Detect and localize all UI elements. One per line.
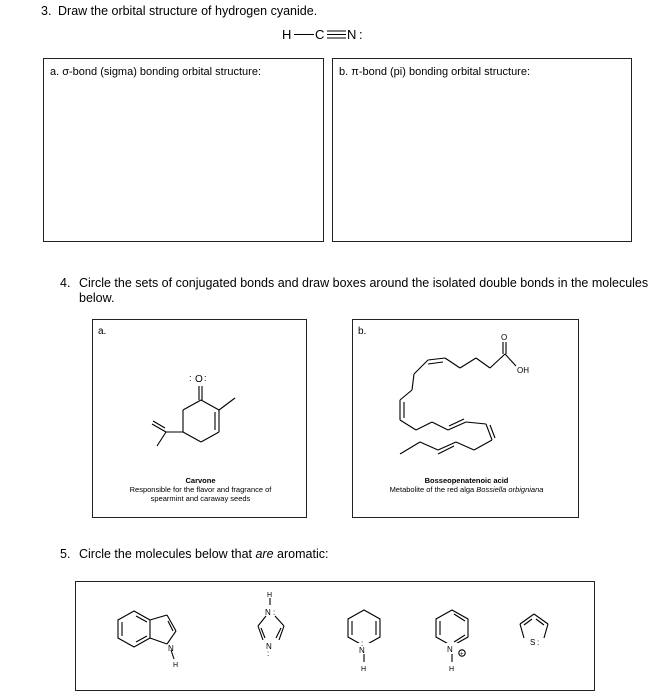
q5-prompt [79, 547, 328, 562]
pyridinium-double-3 [454, 635, 465, 642]
indole-five-ring-1 [150, 615, 167, 620]
indole-h: H [173, 662, 179, 669]
q4-prompt-line1: Circle the sets of conjugated bonds and draw boxes around the isolated double bonds in the molecules [79, 276, 649, 290]
indole-five-ring-4 [150, 638, 167, 644]
acid-chain-14 [466, 422, 486, 424]
imidazole-lone-pair-top: : [273, 608, 276, 617]
acid-chain-13 [448, 422, 466, 430]
acid-chain-1 [490, 354, 505, 368]
pyridinium-n: N [447, 645, 453, 654]
carvone-o-lone-pair-left: : [189, 373, 192, 383]
q5-prompt-suffix: aromatic: [273, 547, 329, 561]
thiophene-s: S [530, 638, 536, 647]
pyridinium-ring [436, 610, 468, 646]
acid-chain-17 [456, 442, 474, 450]
pi-answer-box[interactable] [332, 58, 632, 242]
carvone-methyl [219, 398, 235, 410]
pyridinium-h: H [449, 666, 455, 673]
indole-five-double [168, 621, 173, 631]
acid-chain-7 [412, 374, 414, 390]
q3-prompt: Draw the orbital structure of hydrogen cyanide. [58, 4, 318, 18]
carvone-o-lone-pair-right: : [204, 373, 207, 383]
carvone-desc-line1: Responsible for the flavor and fragrance of [129, 485, 272, 494]
carvone-name: Carvone [185, 476, 216, 485]
q5-prompt-prefix: Circle the molecules below that [79, 547, 256, 561]
sigma-box-label: a. σ-bond (sigma) bonding orbital structure: [50, 66, 262, 78]
carvone-ring-bond-1 [201, 400, 219, 410]
carvone-panel-label: a. [98, 326, 107, 337]
q3-number: 3. [41, 4, 52, 18]
q5-prompt-emphasis: are [255, 547, 274, 561]
q4-number: 4. [60, 276, 71, 290]
bosseopenatenoic-name: Bosseopenatenoic acid [424, 476, 509, 485]
acid-chain-2 [476, 358, 490, 368]
acid-chain-20 [400, 442, 420, 454]
acid-double-5 [438, 446, 454, 454]
imidazole-ring-4 [275, 616, 284, 626]
hcn-c: C [315, 27, 325, 42]
carvone-ring-bond-4 [183, 432, 201, 442]
acid-double-1 [428, 362, 443, 364]
carvone-desc-line2: spearmint and caraway seeds [150, 494, 251, 503]
carvone-isopropenyl-double [153, 421, 165, 428]
imidazole-ring-3 [279, 626, 284, 640]
hcn-n: N [347, 27, 357, 42]
thiophene-ring-2 [544, 624, 548, 638]
acid-oxygen: O [501, 333, 508, 342]
pyridinium-double-2 [454, 614, 465, 621]
imidazole-lone-pair-bottom: : [267, 649, 270, 658]
carvone-caption [93, 476, 308, 503]
bosseopenatenoic-desc-species: Bossiella orbigniana [476, 485, 544, 494]
carvone-isopropenyl-methyl [157, 432, 166, 446]
acid-chain-5 [428, 358, 445, 360]
acid-coh-bond [505, 354, 516, 366]
dihydropyridine-ring [348, 610, 380, 646]
bosseopenatenoic-panel-label: b. [358, 326, 367, 337]
bosseopenatenoic-caption [353, 476, 580, 494]
acid-chain-4 [445, 358, 460, 368]
sigma-answer-box[interactable] [43, 58, 324, 242]
acid-chain-10 [400, 420, 416, 430]
hcn-lone-pair: : [359, 27, 363, 42]
indole-structure[interactable] [112, 603, 192, 673]
thiophene-lone-pair: : [537, 638, 540, 647]
dihydropyridine-h: H [361, 666, 367, 673]
carvone-isopropenyl-ch2 [152, 424, 166, 432]
indole-benzene-ring [118, 611, 150, 647]
q4-prompt-line2: below. [79, 291, 115, 305]
imidazole-structure[interactable] [248, 590, 298, 670]
imidazole-n-bottom: N [266, 642, 272, 651]
acid-chain-8 [400, 390, 412, 400]
dihydropyridine-structure[interactable] [342, 604, 392, 689]
acid-double-3 [449, 419, 464, 426]
acid-hydroxyl: OH [517, 366, 529, 375]
dihydropyridine-n: N [359, 646, 365, 655]
imidazole-h: H [267, 592, 273, 599]
acid-chain-12 [432, 422, 448, 430]
carvone-ring-bond-3 [201, 432, 219, 442]
imidazole-ring-2 [258, 626, 263, 640]
acid-chain-19 [420, 442, 438, 450]
pi-box-label: b. π-bond (pi) bonding orbital structure: [339, 66, 531, 78]
bosseopenatenoic-desc-prefix: Metabolite of the red alga [389, 485, 477, 494]
indole-five-ring-3 [167, 631, 176, 644]
bosseopenatenoic-structure [386, 330, 566, 470]
indole-n: N [168, 644, 174, 653]
pyridinium-charge: + [460, 651, 464, 658]
acid-chain-11 [416, 422, 432, 430]
thiophene-structure[interactable] [514, 608, 564, 658]
hcn-h: H [282, 27, 292, 42]
pyridinium-structure[interactable] [430, 604, 480, 689]
carvone-oxygen: O [195, 374, 203, 385]
carvone-ring-bond-6 [183, 400, 201, 410]
dihydropyridine-lone-pair: : [361, 639, 364, 648]
imidazole-ring-1 [258, 616, 266, 626]
acid-chain-6 [414, 360, 428, 374]
acid-chain-16 [474, 440, 492, 450]
acid-chain-3 [460, 358, 476, 368]
hcn-formula [270, 24, 390, 46]
carvone-structure [140, 360, 250, 460]
thiophene-ring-4 [520, 624, 524, 638]
imidazole-n-top: N [265, 608, 271, 617]
q5-number: 5. [60, 547, 71, 561]
